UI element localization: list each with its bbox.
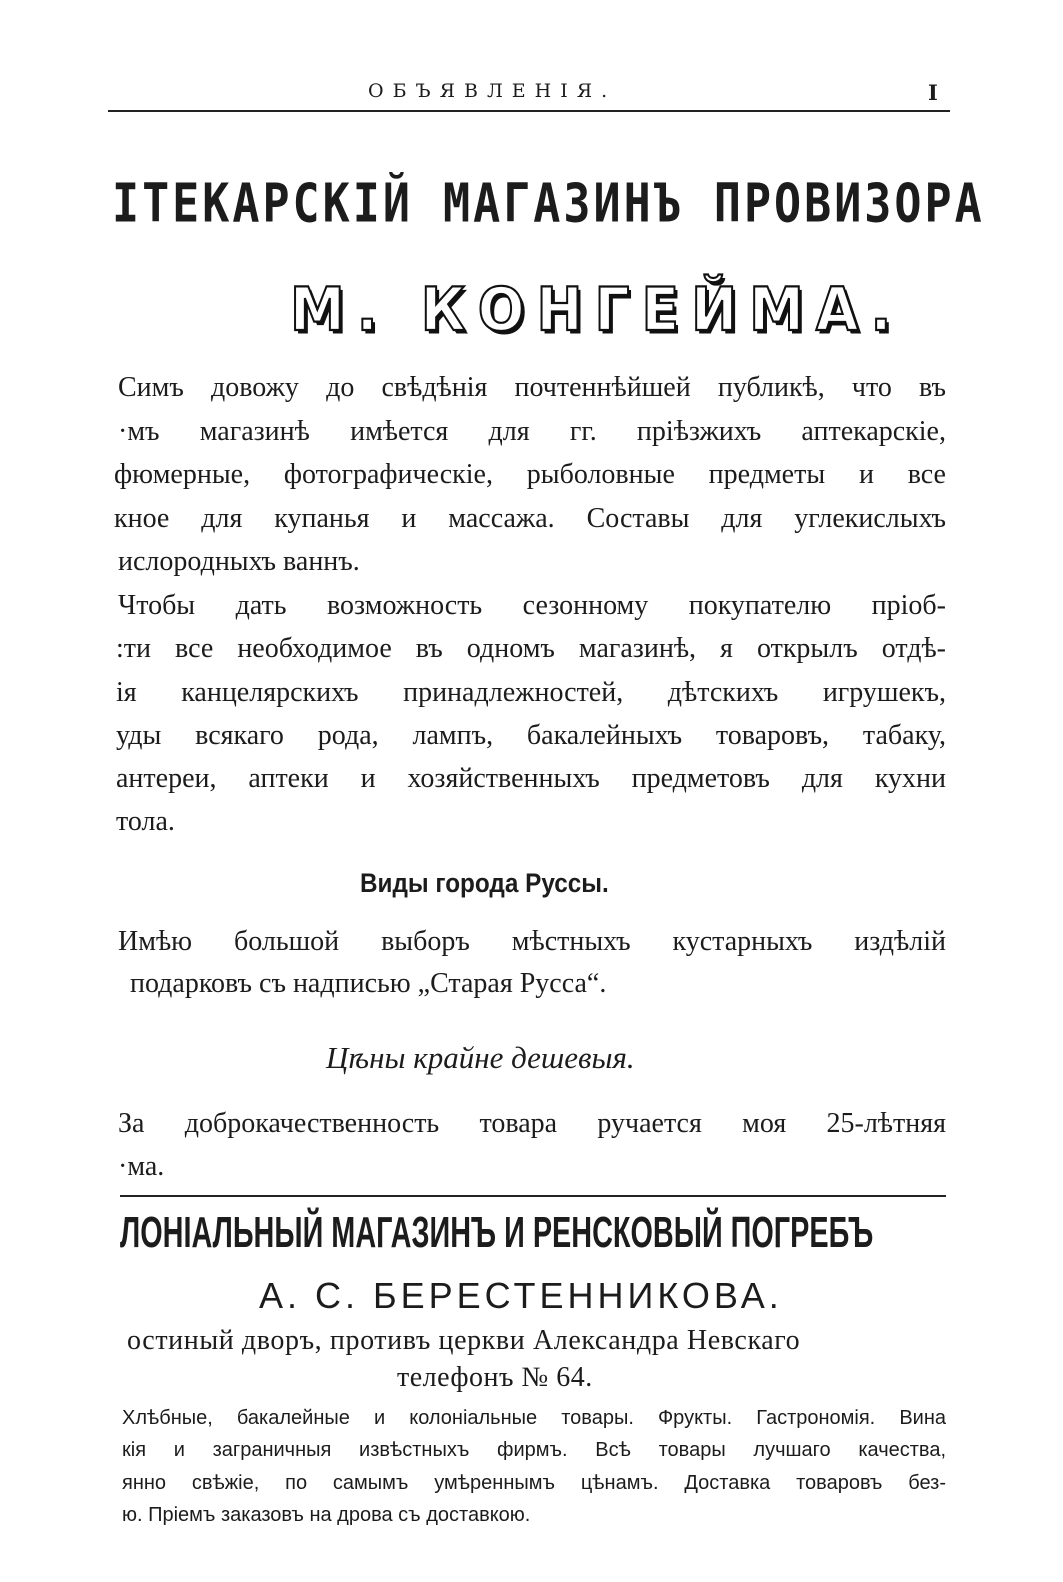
text-line: ·мъ магазинѣ имѣется для гг. пріѣзжихъ аптекарскіе, (118, 416, 946, 447)
page-number: I (928, 80, 938, 105)
text-line: ю. Пріемъ заказовъ на дрова съ доставкою. (122, 1504, 531, 1526)
section-divider (120, 1195, 946, 1197)
text-line: фюмерные, фотографическіе, рыболовные предметы и все (114, 459, 946, 490)
text-line: ислородныхъ ваннъ. (118, 546, 360, 577)
text-line: Симъ довожу до свѣдѣнія почтеннѣйшей публикѣ, что въ (118, 372, 946, 403)
text-line: антереи, аптеки и хозяйственныхъ предметовъ для кухни (116, 763, 946, 794)
text-line: янно свѣжіе, по самымъ умѣреннымъ цѣнамъ. Доставка товаровъ без- (122, 1472, 946, 1494)
text-line: ·ма. (118, 1151, 165, 1182)
ad1-views-heading: Виды города Руссы. (360, 868, 609, 898)
ad2-address: остиный дворъ, противъ церкви Александра Невскаго (127, 1325, 801, 1356)
text-line: Хлѣбные, бакалейные и колоніальные товары. Фрукты. Гастрономія. Вина (122, 1407, 946, 1429)
text-line: уды всякаго рода, лампъ, бакалейныхъ товаровъ, табаку, (116, 720, 946, 751)
ad1-owner-name: М. КОНГЕЙМА. (290, 275, 904, 345)
running-head-title: ОБЪЯВЛЕНІЯ. (368, 80, 617, 102)
ad2-phone: телефонъ № 64. (397, 1362, 593, 1393)
text-line: Имѣю большой выборъ мѣстныхъ кустарныхъ издѣлій (118, 926, 946, 957)
ad1-heading: ІТЕКАРСКІЙ МАГАЗИНЪ ПРОВИЗОРА (112, 172, 985, 235)
ad2-heading: ЛОНІАЛЬНЫЙ МАГАЗИНЪ И РЕНСКОВЫЙ ПОГРЕБЪ (120, 1208, 874, 1257)
text-line: подарковъ съ надписью „Старая Русса“. (130, 968, 607, 999)
ad1-prices-note: Цѣны крайне дешевыя. (326, 1040, 635, 1075)
text-line: За доброкачественность товара ручается моя 25-лѣтняя (118, 1108, 946, 1139)
ad2-owner-name: А. С. БЕРЕСТЕННИКОВА. (259, 1275, 783, 1316)
text-line: кія и заграничныя извѣстныхъ фирмъ. Всѣ товары лучшаго качества, (122, 1439, 946, 1461)
header-rule (108, 110, 950, 112)
text-line: тола. (116, 806, 175, 837)
text-line: :ти все необходимое въ одномъ магазинѣ, я открылъ отдѣ- (116, 633, 946, 664)
text-line: Чтобы дать возможность сезонному покупателю пріоб- (118, 590, 946, 621)
text-line: ія канцелярскихъ принадлежностей, дѣтскихъ игрушекъ, (116, 677, 946, 708)
text-line: кное для купанья и массажа. Составы для углекислыхъ (114, 503, 946, 534)
